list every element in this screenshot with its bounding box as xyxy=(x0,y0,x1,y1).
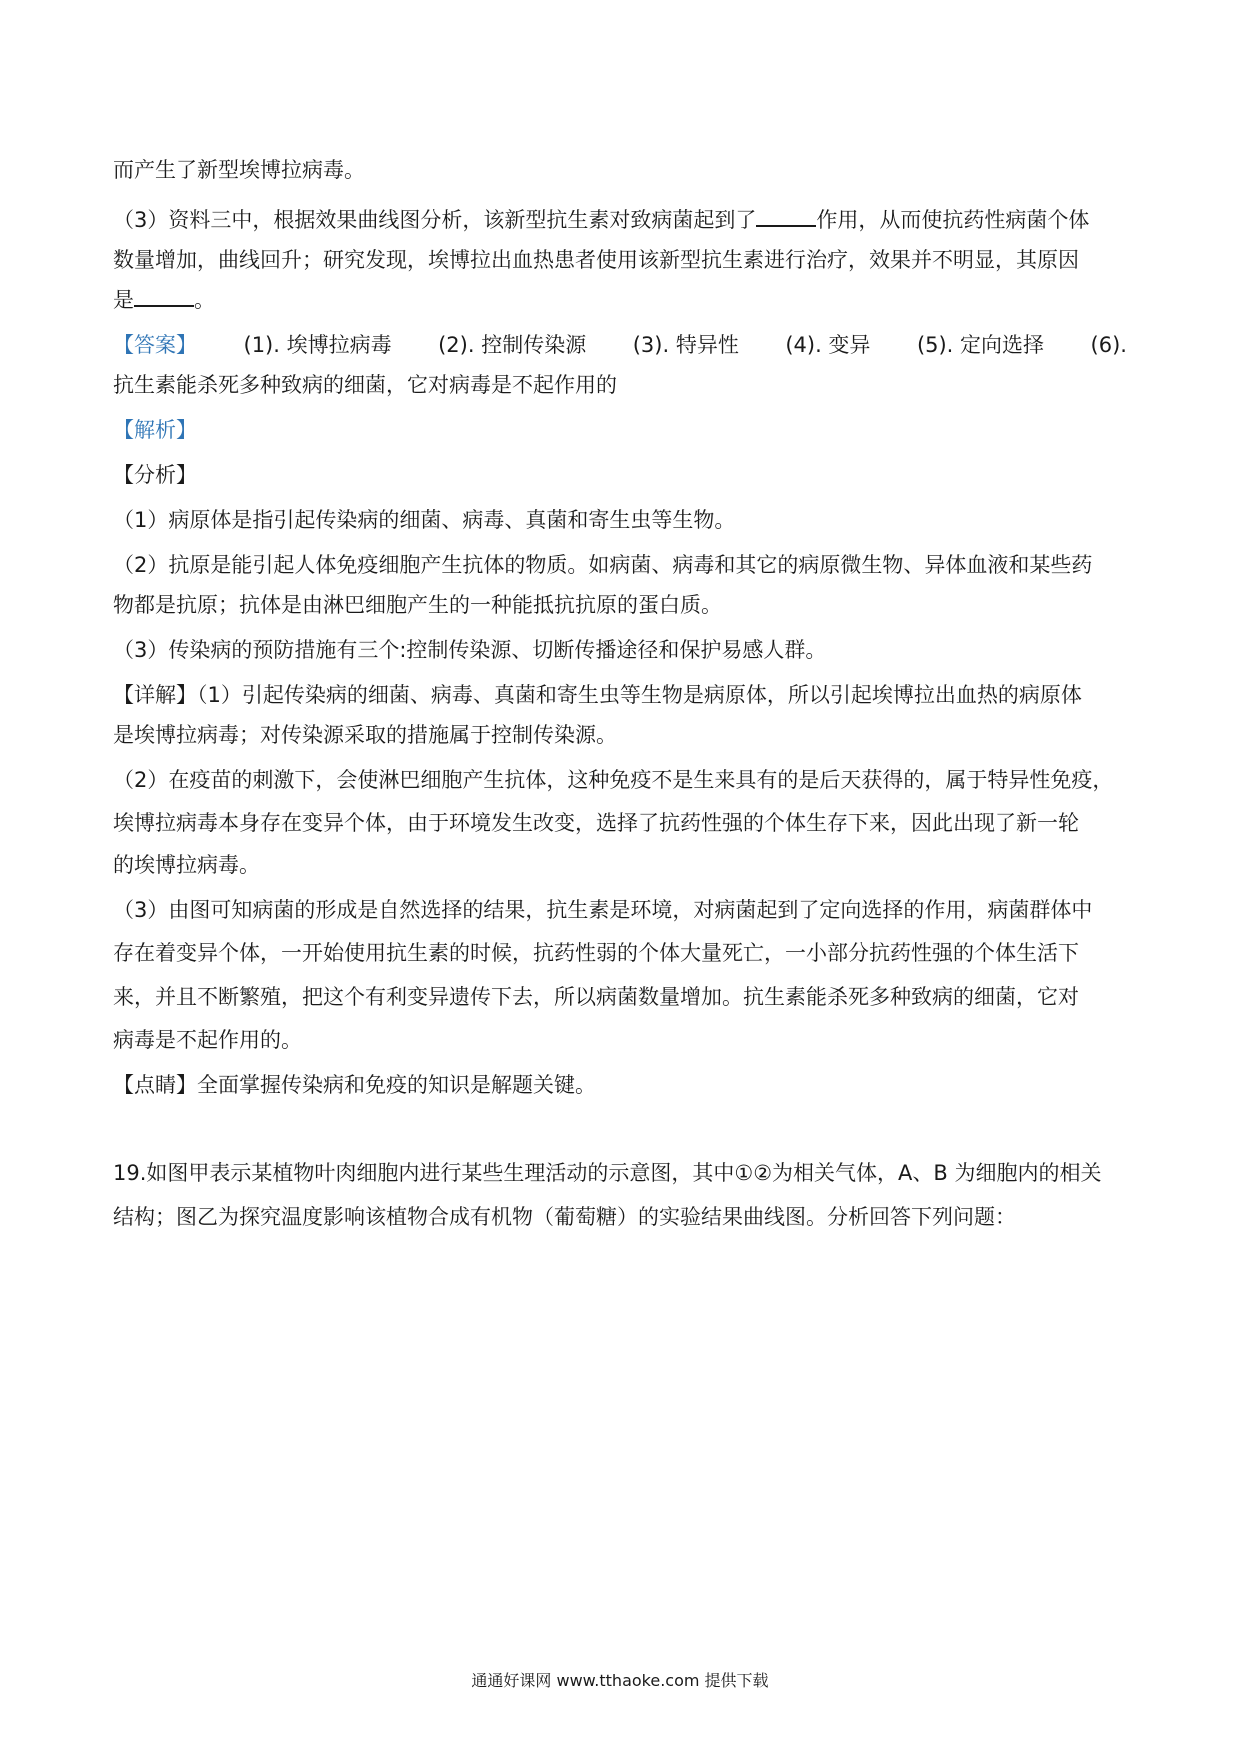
detail-line: （2）在疫苗的刺激下，会使淋巴细胞产生抗体，这种免疫不是生来具有的是后天获得的，属于特异性免疫， xyxy=(113,768,1114,792)
answer-blank xyxy=(134,285,194,307)
question-19-line: 19.如图甲表示某植物叶肉细胞内进行某些生理活动的示意图，其中①②为相关气体，A、B 为细胞内的相关 xyxy=(113,1161,1102,1185)
detail-line: 病毒是不起作用的。 xyxy=(113,1028,302,1052)
text-segment: （1）引起传染病的细菌、病毒、真菌和寄生虫等生物是病原体，所以引起埃博拉出血热的病原体 xyxy=(197,683,1082,707)
text-segment: 全面掌握传染病和免疫的知识是解题关键。 xyxy=(197,1073,596,1097)
analysis-sub-label: 【分析】 xyxy=(113,463,197,487)
comment-line xyxy=(113,1070,596,1100)
comment-label: 【点睛】 xyxy=(113,1073,197,1097)
answer-item: (4). 变异 xyxy=(785,333,871,357)
answer-blank xyxy=(756,205,816,227)
detail-label: 【详解】 xyxy=(113,683,197,707)
detail-line: 来，并且不断繁殖，把这个有利变异遗传下去，所以病菌数量增加。抗生素能杀死多种致病的细菌，它对 xyxy=(113,985,1079,1009)
question-3-line xyxy=(113,205,1089,235)
page-footer: 通通好课网 www.tthaoke.com 提供下载 xyxy=(471,1671,769,1690)
text-line: 数量增加，曲线回升；研究发现，埃博拉出血热患者使用该新型抗生素进行治疗，效果并不明显，其原因 xyxy=(113,248,1079,272)
analysis-point: （3）传染病的预防措施有三个:控制传染源、切断传播途径和保护易感人群。 xyxy=(113,638,827,662)
answer-item: (3). 特异性 xyxy=(632,333,739,357)
answer-item: (5). 定向选择 xyxy=(916,333,1045,357)
text-segment: 是 xyxy=(113,288,134,312)
answer-continuation: 抗生素能杀死多种致病的细菌，它对病毒是不起作用的 xyxy=(113,373,617,397)
detail-line: 的埃博拉病毒。 xyxy=(113,853,260,877)
analysis-point: （2）抗原是能引起人体免疫细胞产生抗体的物质。如病菌、病毒和其它的病原微生物、异体血液和某些药 xyxy=(113,553,1093,577)
answer-item: (1). 埃博拉病毒 xyxy=(243,333,392,357)
question-19-line: 结构；图乙为探究温度影响该植物合成有机物（葡萄糖）的实验结果曲线图。分析回答下列问题： xyxy=(113,1205,1016,1229)
answer-label: 【答案】 xyxy=(113,333,197,357)
answer-item: (2). 控制传染源 xyxy=(438,333,587,357)
answer-item: (6). xyxy=(1090,333,1127,357)
analysis-label: 【解析】 xyxy=(113,418,197,442)
detail-line: 是埃博拉病毒；对传染源采取的措施属于控制传染源。 xyxy=(113,723,617,747)
detail-line xyxy=(113,680,1082,710)
text-segment: （3）资料三中，根据效果曲线图分析，该新型抗生素对致病菌起到了 xyxy=(113,208,757,232)
text-segment: 。 xyxy=(194,288,215,312)
detail-line: 埃博拉病毒本身存在变异个体，由于环境发生改变，选择了抗药性强的个体生存下来，因此出现了新一轮 xyxy=(113,811,1079,835)
detail-line: 存在着变异个体，一开始使用抗生素的时候，抗药性弱的个体大量死亡，一小部分抗药性强的个体生活下 xyxy=(113,941,1079,965)
detail-line: （3）由图可知病菌的形成是自然选择的结果，抗生素是环境，对病菌起到了定向选择的作用，病菌群体中 xyxy=(113,898,1093,922)
text-segment: 作用，从而使抗药性病菌个体 xyxy=(816,208,1090,232)
analysis-point: （1）病原体是指引起传染病的细菌、病毒、真菌和寄生虫等生物。 xyxy=(113,508,736,532)
analysis-point: 物都是抗原；抗体是由淋巴细胞产生的一种能抵抗抗原的蛋白质。 xyxy=(113,593,722,617)
answer-row xyxy=(113,330,1127,360)
text-line: 而产生了新型埃博拉病毒。 xyxy=(113,158,365,182)
question-3-end-line xyxy=(113,285,215,315)
